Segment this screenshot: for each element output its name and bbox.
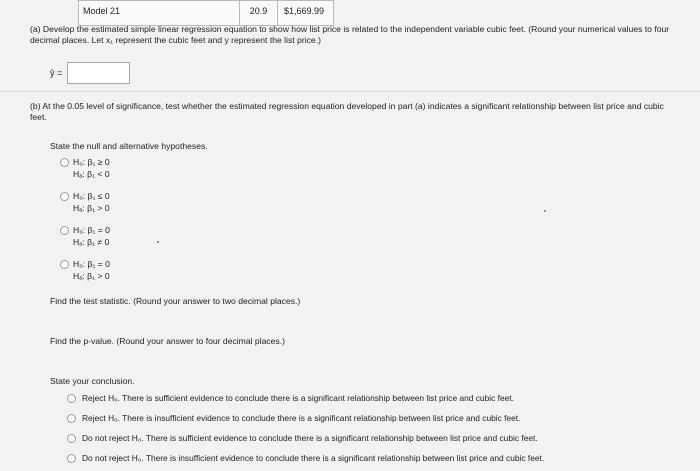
- radio-icon[interactable]: [67, 394, 76, 403]
- radio-icon[interactable]: [60, 226, 69, 235]
- part-b-question: (b) At the 0.05 level of significance, test whether the estimated regression equation developed in part (a) indicates a significant relationship between list price and cubic feet.: [30, 101, 664, 122]
- conclusion-option-4[interactable]: [67, 453, 544, 463]
- null-hypothesis: H₀: β₁ ≤ 0: [73, 191, 110, 201]
- y-hat-label: ŷ =: [50, 68, 63, 78]
- conclusion-option-label: Do not reject H₀. There is sufficient evidence to conclude there is a significant relationship between list price and cubic feet.: [82, 433, 538, 443]
- regression-equation-input[interactable]: [67, 62, 130, 84]
- stray-dot: [544, 210, 546, 212]
- hypotheses-prompt: State the null and alternative hypotheses.: [50, 141, 208, 151]
- conclusion-option-label: Reject H₀. There is sufficient evidence to conclude there is a significant relationship between list price and cubic feet.: [82, 393, 514, 403]
- null-hypothesis: H₀: β₁ ≥ 0: [73, 157, 110, 167]
- null-hypothesis: H₀: β₁ = 0: [73, 259, 110, 269]
- null-hypothesis: H₀: β₁ = 0: [73, 225, 110, 235]
- p-value-prompt: Find the p-value. (Round your answer to four decimal places.): [50, 336, 286, 346]
- section-divider: [0, 91, 700, 92]
- alternative-hypothesis: Hₐ: β₁ ≠ 0: [73, 237, 110, 247]
- radio-icon[interactable]: [60, 158, 69, 167]
- hypothesis-option-3[interactable]: [60, 224, 110, 248]
- conclusion-option-3[interactable]: [67, 433, 538, 443]
- cubic-feet-cell: 20.9: [240, 1, 278, 25]
- radio-icon[interactable]: [67, 454, 76, 463]
- alternative-hypothesis: Hₐ: β₁ > 0: [73, 271, 110, 281]
- conclusion-option-1[interactable]: [67, 393, 514, 403]
- radio-icon[interactable]: [67, 434, 76, 443]
- conclusion-prompt: State your conclusion.: [50, 376, 135, 386]
- model-cell: Model 21: [79, 1, 240, 25]
- conclusion-option-label: Reject H₀. There is insufficient evidence to conclude there is a significant relationship between list price and cubic feet.: [82, 413, 521, 423]
- conclusion-option-2[interactable]: [67, 413, 520, 423]
- hypothesis-option-2[interactable]: [60, 190, 110, 214]
- conclusion-option-label: Do not reject H₀. There is insufficient evidence to conclude there is a significant relationship between list price and cubic feet.: [82, 453, 545, 463]
- data-table-row: [78, 0, 334, 26]
- radio-icon[interactable]: [67, 414, 76, 423]
- radio-icon[interactable]: [60, 260, 69, 269]
- hypothesis-option-4[interactable]: [60, 258, 110, 282]
- stray-dot: [157, 241, 159, 243]
- hypothesis-option-1[interactable]: [60, 156, 110, 180]
- alternative-hypothesis: Hₐ: β₁ < 0: [73, 169, 110, 179]
- regression-equation-row: [50, 62, 130, 84]
- list-price-cell: $1,669.99: [284, 6, 325, 16]
- radio-icon[interactable]: [60, 192, 69, 201]
- part-a-question: (a) Develop the estimated simple linear regression equation to show how list price is related to the independent variable cubic feet. (Round your numerical values to four decimal places. Let x₁ represent the cubic feet and y represent the list price.): [30, 24, 670, 45]
- alternative-hypothesis: Hₐ: β₁ > 0: [73, 203, 110, 213]
- test-statistic-prompt: Find the test statistic. (Round your answer to two decimal places.): [50, 296, 301, 306]
